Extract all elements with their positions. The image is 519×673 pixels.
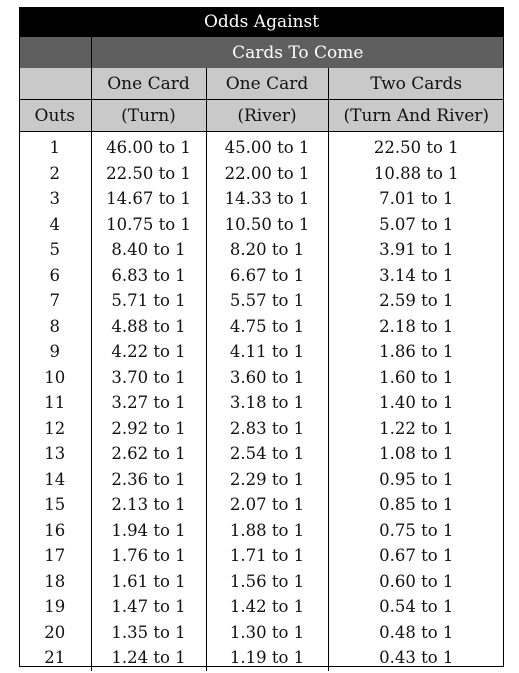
cell-turn-odds: 6.83 to 1: [91, 263, 206, 289]
group-header-blank: [19, 37, 91, 68]
cell-turn-and-river-odds: 1.40 to 1: [379, 393, 454, 413]
cell-turn-and-river-odds: 1.22 to 1: [379, 418, 454, 438]
cell-outs: 4: [19, 212, 91, 238]
table-header: [19, 7, 504, 132]
cell-river-odds: 8.20 to 1: [206, 237, 328, 263]
cell-outs: 16: [19, 518, 91, 544]
cell-turn-odds: 3.27 to 1: [91, 390, 206, 416]
cell-river-odds: 2.54 to 1: [206, 441, 328, 467]
cell-turn-odds: 22.50 to 1: [91, 161, 206, 187]
cell-turn-odds: 46.00 to 1: [91, 132, 206, 161]
table-row: [19, 620, 504, 646]
cell-river-odds: 22.00 to 1: [206, 161, 328, 187]
cell-river-odds: 4.75 to 1: [206, 314, 328, 340]
cell-river-odds: 3.18 to 1: [206, 390, 328, 416]
table-row: [19, 416, 504, 442]
cell-turn-odds: 2.13 to 1: [91, 492, 206, 518]
table-row: [19, 288, 504, 314]
cell-turn-odds: 1.76 to 1: [91, 543, 206, 569]
table-row: [19, 518, 504, 544]
group-header-cards-to-come: Cards To Come: [91, 37, 504, 68]
column-header-river: (River): [206, 100, 328, 132]
cell-turn-odds: 4.22 to 1: [91, 339, 206, 365]
table-row: [19, 645, 504, 671]
cell-turn-odds: 14.67 to 1: [91, 186, 206, 212]
cell-turn-and-river-odds: 0.54 to 1: [379, 597, 454, 617]
cell-outs: 3: [19, 186, 91, 212]
cell-river-odds: 1.56 to 1: [206, 569, 328, 595]
odds-table-container: [19, 7, 504, 671]
cell-turn-and-river-odds: 1.08 to 1: [379, 444, 454, 464]
cell-turn-and-river-odds: 0.43 to 1: [379, 648, 454, 668]
cell-turn-and-river-odds: 0.85 to 1: [379, 495, 454, 515]
table-row: [19, 594, 504, 620]
title-row: [19, 7, 504, 37]
cell-turn-odds: 2.62 to 1: [91, 441, 206, 467]
cell-turn-and-river-odds: 0.48 to 1: [379, 622, 454, 642]
cell-outs: 20: [19, 620, 91, 646]
cell-river-odds: 6.67 to 1: [206, 263, 328, 289]
column-header-both: (Turn And River): [328, 100, 504, 132]
table-row: [19, 390, 504, 416]
column-header-river-top: One Card: [206, 68, 328, 100]
cell-outs: 7: [19, 288, 91, 314]
cell-turn-odds: 8.40 to 1: [91, 237, 206, 263]
table-body: [19, 132, 504, 671]
cell-outs: 1: [19, 132, 91, 161]
cell-river-odds: 45.00 to 1: [206, 132, 328, 161]
cell-turn-and-river-odds: 2.18 to 1: [379, 316, 454, 336]
cell-turn-and-river-odds: 0.95 to 1: [379, 469, 454, 489]
column-header-row-bottom: [19, 100, 504, 132]
table-row: [19, 132, 504, 161]
cell-river-odds: 14.33 to 1: [206, 186, 328, 212]
table-row: [19, 339, 504, 365]
group-header-row: [19, 37, 504, 68]
cell-river-odds: 10.50 to 1: [206, 212, 328, 238]
cell-outs: 9: [19, 339, 91, 365]
cell-outs: 10: [19, 365, 91, 391]
cell-turn-and-river-odds: 10.88 to 1: [373, 163, 459, 183]
cell-outs: 15: [19, 492, 91, 518]
cell-outs: 2: [19, 161, 91, 187]
cell-turn-odds: 2.92 to 1: [91, 416, 206, 442]
column-header-both-top: Two Cards: [328, 68, 504, 100]
table-row: [19, 186, 504, 212]
column-header-outs-top: [19, 68, 91, 100]
cell-river-odds: 1.19 to 1: [206, 645, 328, 671]
table-row: [19, 212, 504, 238]
column-header-turn: (Turn): [91, 100, 206, 132]
table-row: [19, 365, 504, 391]
cell-turn-odds: 10.75 to 1: [91, 212, 206, 238]
cell-turn-and-river-odds: 2.59 to 1: [379, 291, 454, 311]
cell-river-odds: 1.71 to 1: [206, 543, 328, 569]
cell-river-odds: 5.57 to 1: [206, 288, 328, 314]
cell-turn-odds: 1.35 to 1: [91, 620, 206, 646]
cell-turn-odds: 3.70 to 1: [91, 365, 206, 391]
cell-turn-and-river-odds: 5.07 to 1: [379, 214, 454, 234]
column-header-outs: Outs: [19, 100, 91, 132]
cell-outs: 6: [19, 263, 91, 289]
table-row: [19, 314, 504, 340]
cell-turn-and-river-odds: 7.01 to 1: [379, 189, 454, 209]
cell-river-odds: 2.83 to 1: [206, 416, 328, 442]
cell-river-odds: 3.60 to 1: [206, 365, 328, 391]
table-row: [19, 161, 504, 187]
table-row: [19, 263, 504, 289]
cell-river-odds: 1.42 to 1: [206, 594, 328, 620]
table-row: [19, 467, 504, 493]
cell-turn-and-river-odds: 3.14 to 1: [379, 265, 454, 285]
cell-outs: 5: [19, 237, 91, 263]
cell-turn-odds: 2.36 to 1: [91, 467, 206, 493]
cell-outs: 14: [19, 467, 91, 493]
cell-outs: 13: [19, 441, 91, 467]
cell-turn-and-river-odds: 22.50 to 1: [373, 138, 459, 158]
cell-turn-odds: 1.94 to 1: [91, 518, 206, 544]
cell-river-odds: 2.29 to 1: [206, 467, 328, 493]
table-row: [19, 543, 504, 569]
cell-turn-and-river-odds: 1.60 to 1: [379, 367, 454, 387]
table-row: [19, 237, 504, 263]
cell-turn-odds: 1.61 to 1: [91, 569, 206, 595]
cell-turn-odds: 4.88 to 1: [91, 314, 206, 340]
table-row: [19, 441, 504, 467]
cell-turn-odds: 1.47 to 1: [91, 594, 206, 620]
column-header-row-top: [19, 68, 504, 100]
cell-outs: 21: [19, 645, 91, 671]
cell-turn-and-river-odds: 0.67 to 1: [379, 546, 454, 566]
cell-outs: 19: [19, 594, 91, 620]
cell-turn-and-river-odds: 0.75 to 1: [379, 520, 454, 540]
column-header-turn-top: One Card: [91, 68, 206, 100]
cell-turn-odds: 1.24 to 1: [91, 645, 206, 671]
cell-river-odds: 2.07 to 1: [206, 492, 328, 518]
cell-outs: 12: [19, 416, 91, 442]
table-row: [19, 569, 504, 595]
cell-turn-and-river-odds: 1.86 to 1: [379, 342, 454, 362]
cell-river-odds: 1.88 to 1: [206, 518, 328, 544]
cell-river-odds: 1.30 to 1: [206, 620, 328, 646]
cell-outs: 8: [19, 314, 91, 340]
table-row: [19, 492, 504, 518]
cell-outs: 11: [19, 390, 91, 416]
cell-outs: 17: [19, 543, 91, 569]
cell-outs: 18: [19, 569, 91, 595]
odds-table: [19, 7, 504, 671]
table-title: Odds Against: [19, 7, 504, 37]
cell-river-odds: 4.11 to 1: [206, 339, 328, 365]
cell-turn-and-river-odds: 3.91 to 1: [379, 240, 454, 260]
cell-turn-and-river-odds: 0.60 to 1: [379, 571, 454, 591]
cell-turn-odds: 5.71 to 1: [91, 288, 206, 314]
